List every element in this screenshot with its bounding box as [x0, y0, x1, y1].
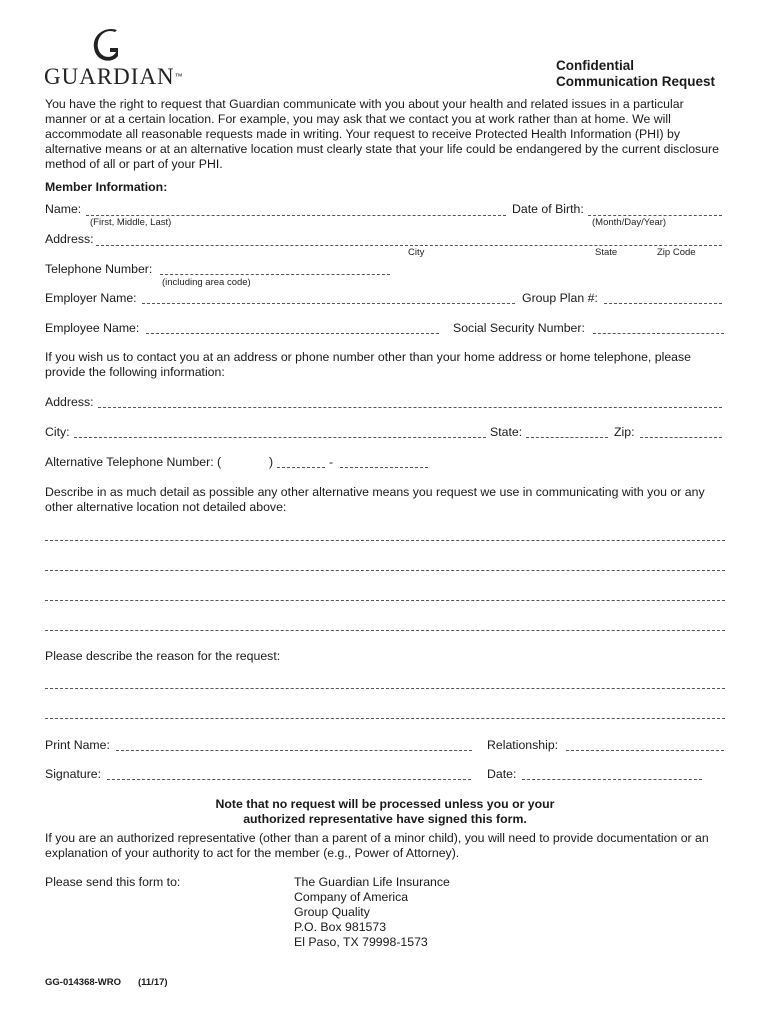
alt-address-label: Address: — [45, 395, 94, 409]
alt-means-line-3[interactable] — [45, 600, 725, 601]
reason-line-1[interactable] — [45, 688, 725, 689]
state-hint: State — [595, 247, 618, 258]
telephone-hint: (including area code) — [162, 277, 251, 288]
group-plan-field[interactable] — [604, 303, 722, 304]
form-title-line2: Communication Request — [556, 74, 716, 89]
employee-field[interactable] — [146, 333, 439, 334]
name-hint: (First, Middle, Last) — [90, 217, 172, 228]
guardian-logo — [44, 26, 183, 92]
alt-phone-close-paren: ) — [269, 455, 274, 469]
alt-state-label: State: — [490, 425, 523, 439]
reason-line-2[interactable] — [45, 718, 725, 719]
alt-zip-field[interactable] — [640, 437, 722, 438]
alt-zip-label: Zip: — [614, 425, 635, 439]
alt-city-field[interactable] — [74, 437, 486, 438]
alt-means-line-2[interactable] — [45, 570, 725, 571]
date-field[interactable] — [522, 779, 702, 780]
alt-city-label: City: — [45, 425, 70, 439]
alt-phone-dash: - — [329, 455, 334, 469]
signature-label: Signature: — [45, 767, 102, 781]
name-label: Name: — [45, 202, 82, 216]
address-field[interactable] — [96, 245, 722, 246]
alt-means-line-4[interactable] — [45, 630, 725, 631]
employer-label: Employer Name: — [45, 291, 137, 305]
employee-label: Employee Name: — [45, 321, 140, 335]
notice-line-1: Note that no request will be processed unless you or your — [215, 797, 555, 811]
send-address-line: The Guardian Life Insurance — [294, 875, 450, 889]
print-name-label: Print Name: — [45, 738, 110, 752]
send-address-line: Company of America — [294, 890, 409, 904]
send-address-line: Group Quality — [294, 905, 370, 919]
group-plan-label: Group Plan #: — [522, 291, 598, 305]
print-name-field[interactable] — [116, 750, 472, 751]
representative-paragraph: If you are an authorized representative (other than a parent of a minor child), you will need to provide documentation or an explanation of your authority to act for the member (e.g., Power of Attorney). — [45, 831, 709, 860]
alt-state-field[interactable] — [526, 437, 608, 438]
dob-hint: (Month/Day/Year) — [592, 217, 667, 228]
send-address-line: P.O. Box 981573 — [294, 920, 387, 934]
zip-hint: Zip Code — [657, 247, 696, 258]
employer-field[interactable] — [142, 303, 515, 304]
relationship-label: Relationship: — [487, 738, 559, 752]
send-label: Please send this form to: — [45, 875, 181, 889]
member-info-heading: Member Information: — [45, 180, 168, 194]
form-date: (11/17) — [138, 977, 168, 988]
alt-phone-number-field[interactable] — [340, 467, 428, 468]
alt-address-field[interactable] — [98, 407, 722, 408]
alt-phone-label: Alternative Telephone Number: ( — [45, 455, 222, 469]
signature-field[interactable] — [107, 779, 471, 780]
trademark: ™ — [174, 71, 183, 81]
guardian-g-icon — [88, 26, 128, 66]
address-label: Address: — [45, 232, 94, 246]
alt-phone-prefix-field[interactable] — [277, 467, 325, 468]
relationship-field[interactable] — [566, 750, 724, 751]
ssn-label: Social Security Number: — [453, 321, 585, 335]
city-hint: City — [408, 247, 425, 258]
name-field[interactable] — [86, 215, 506, 216]
ssn-field[interactable] — [593, 333, 724, 334]
date-label: Date: — [487, 767, 517, 781]
form-title-line1: Confidential — [556, 58, 634, 73]
telephone-field[interactable] — [160, 274, 390, 275]
alt-means-prompt: Describe in as much detail as possible any other alternative means you request we use in communicating with you or any other alternative location not detailed above: — [45, 485, 705, 514]
intro-paragraph: You have the right to request that Guardian communicate with you about your health and related issues in a particular manner or at a certain location. For example, you may ask that we contact you at work rather than at home. We will accommodate all reasonable requests made in writing. Your request to receive Protected Health Information (PHI) by alternative means or at an alternative location must clearly state that your life could be endangered by the current disclosure method of all or part of your PHI. — [45, 97, 719, 171]
dob-field[interactable] — [588, 215, 722, 216]
alt-means-line-1[interactable] — [45, 540, 725, 541]
form-code: GG-014368-WRO — [45, 977, 122, 988]
dob-label: Date of Birth: — [512, 202, 584, 216]
send-address-line: El Paso, TX 79998-1573 — [294, 935, 428, 949]
notice-line-2: authorized representative have signed this form. — [243, 812, 527, 826]
alt-contact-intro: If you wish us to contact you at an address or phone number other than your home address or home telephone, please provide the following information: — [45, 350, 691, 379]
logo-wordmark: GUARDIAN — [44, 64, 175, 89]
telephone-label: Telephone Number: — [45, 262, 153, 276]
reason-prompt: Please describe the reason for the request: — [45, 649, 281, 663]
